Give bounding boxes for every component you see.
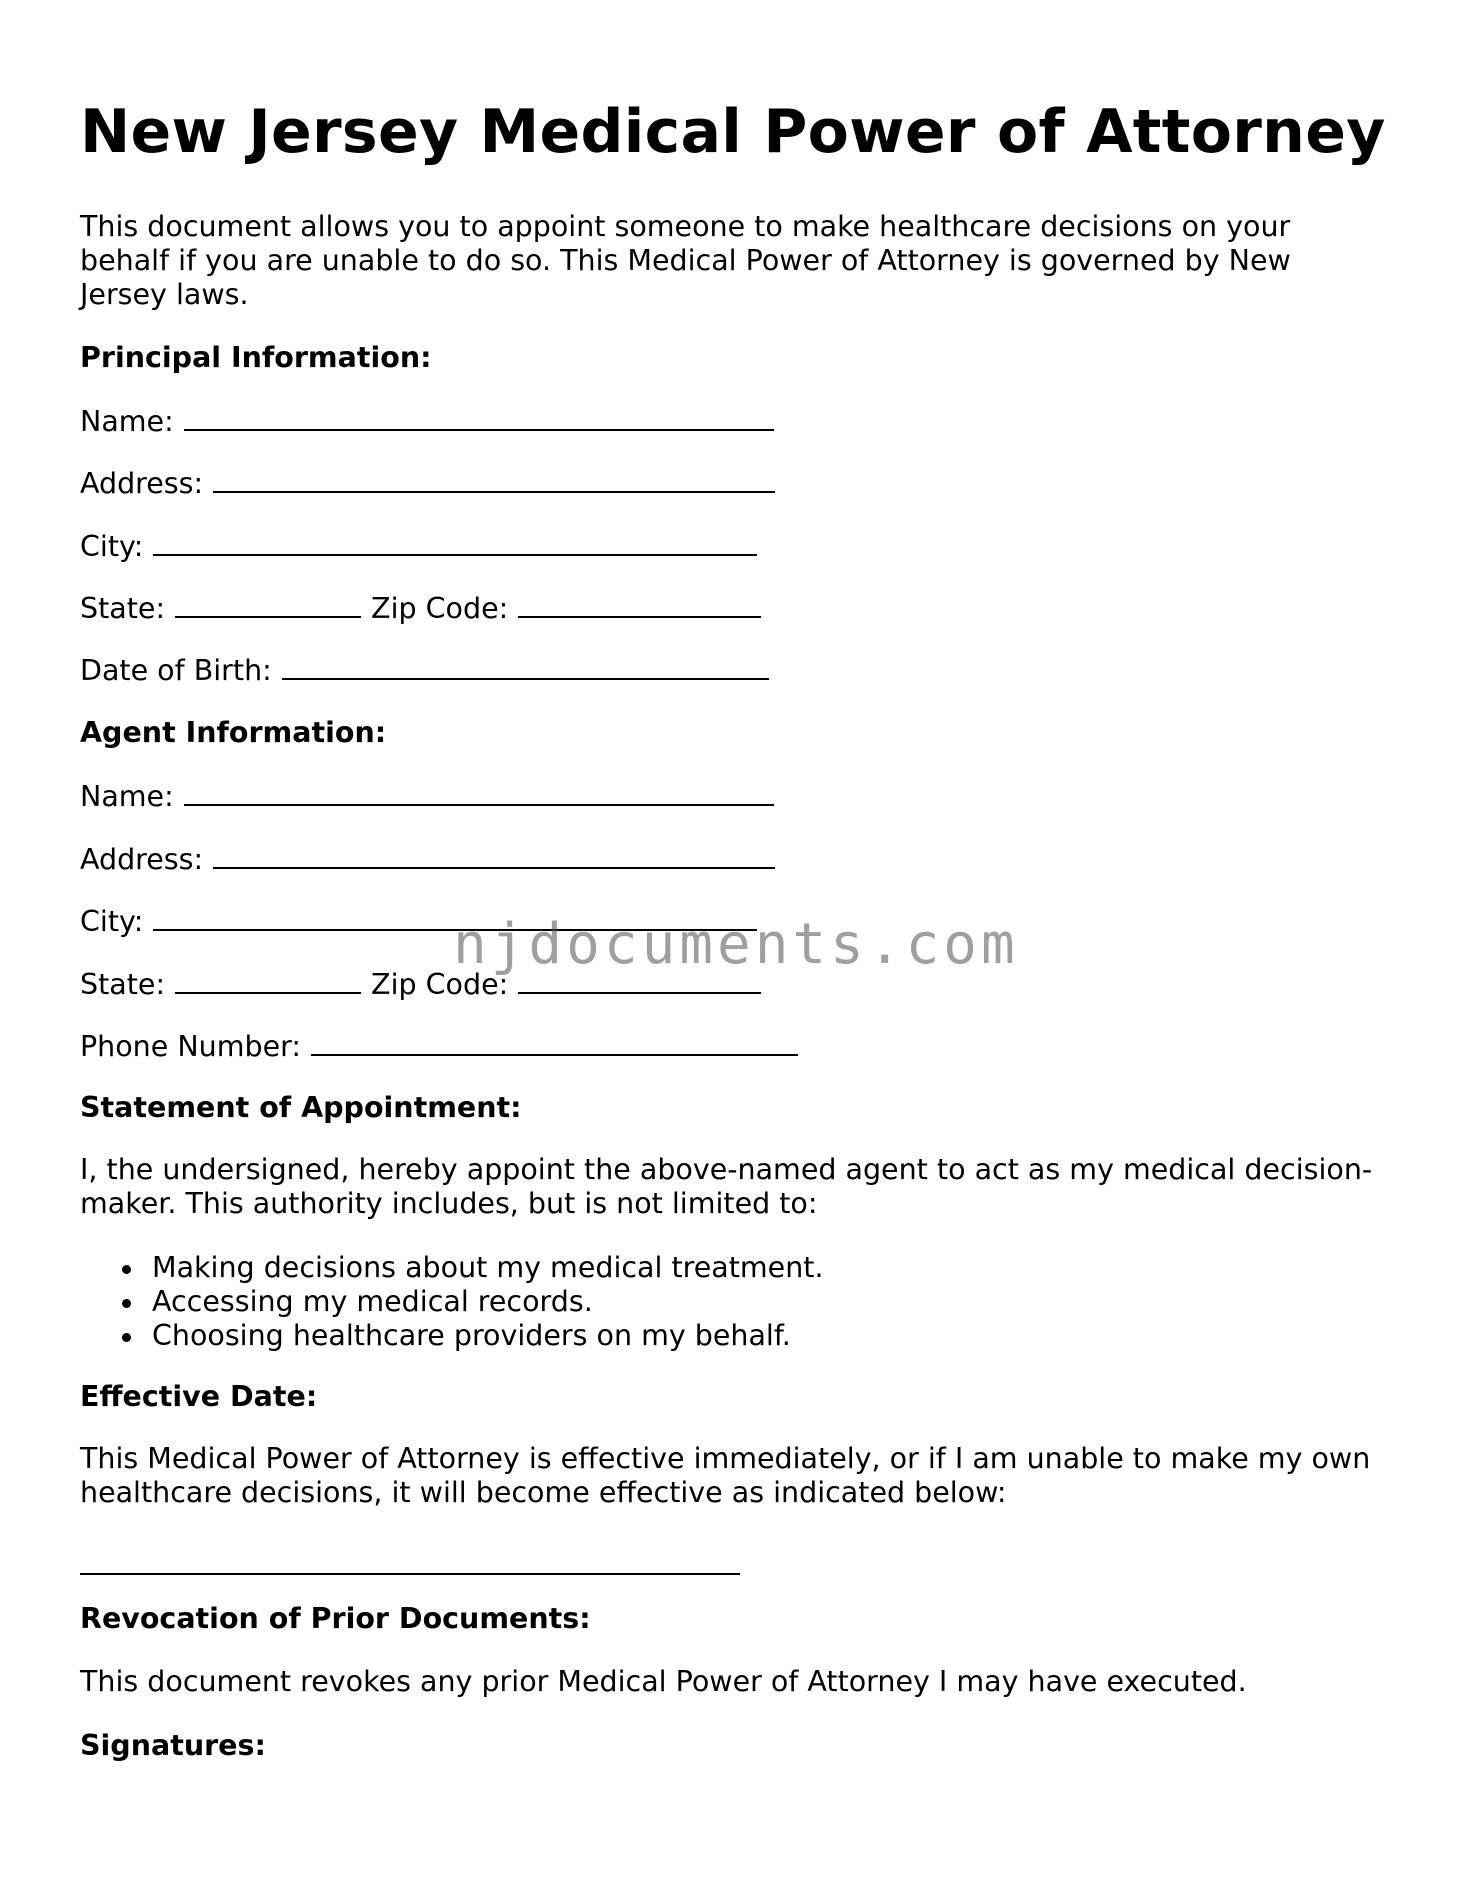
principal-dob-label: Date of Birth: [80, 654, 272, 687]
agent-zip-label: Zip Code: [371, 968, 509, 1001]
effective-heading: Effective Date: [80, 1380, 318, 1413]
site-watermark: njdocuments.com [453, 912, 1019, 977]
agent-phone-label: Phone Number: [80, 1030, 301, 1063]
principal-city-field[interactable] [153, 528, 757, 556]
agent-phone-row [80, 1028, 798, 1064]
principal-city-row [80, 528, 757, 564]
principal-state-zip-row [80, 590, 761, 626]
document-title: New Jersey Medical Power of Attorney [80, 97, 1386, 167]
agent-state-field[interactable] [175, 966, 361, 994]
principal-city-label: City: [80, 530, 144, 563]
agent-name-label: Name: [80, 780, 174, 813]
principal-heading: Principal Information: [80, 341, 432, 374]
agent-address-field[interactable] [213, 841, 775, 869]
principal-name-field[interactable] [184, 403, 774, 431]
principal-address-label: Address: [80, 467, 204, 500]
list-item: Accessing my medical records. [80, 1285, 824, 1319]
principal-zip-field[interactable] [518, 590, 761, 618]
effective-date-field[interactable] [80, 1573, 740, 1575]
principal-dob-field[interactable] [282, 652, 769, 680]
principal-name-row [80, 403, 774, 439]
revocation-heading: Revocation of Prior Documents: [80, 1602, 591, 1635]
agent-heading: Agent Information: [80, 716, 387, 749]
principal-zip-label: Zip Code: [371, 592, 509, 625]
principal-state-label: State: [80, 592, 166, 625]
list-item: Choosing healthcare providers on my behalf. [80, 1319, 824, 1353]
agent-address-label: Address: [80, 843, 204, 876]
agent-phone-field[interactable] [311, 1028, 798, 1056]
principal-address-field[interactable] [213, 465, 775, 493]
agent-address-row [80, 841, 775, 877]
signatures-heading: Signatures: [80, 1729, 266, 1762]
principal-state-field[interactable] [175, 590, 361, 618]
revocation-paragraph: This document revokes any prior Medical Power of Attorney I may have executed. [80, 1665, 1247, 1698]
appointment-paragraph: I, the undersigned, hereby appoint the above-named agent to act as my medical decision-maker. This authority includes, but is not limited to: [80, 1153, 1373, 1220]
agent-state-label: State: [80, 968, 166, 1001]
principal-dob-row [80, 652, 769, 688]
intro-paragraph: This document allows you to appoint someone to make healthcare decisions on your behalf if you are unable to do so. This Medical Power of Attorney is governed by New Jersey laws. [80, 210, 1291, 311]
principal-name-label: Name: [80, 405, 174, 438]
agent-city-label: City: [80, 905, 144, 938]
authority-list [80, 1251, 824, 1353]
effective-paragraph: This Medical Power of Attorney is effective immediately, or if I am unable to make my own healthcare decisions, it will become effective as indicated below: [80, 1442, 1371, 1509]
principal-address-row [80, 465, 775, 501]
list-item: Making decisions about my medical treatment. [80, 1251, 824, 1285]
appointment-heading: Statement of Appointment: [80, 1091, 522, 1124]
agent-name-row [80, 778, 774, 814]
agent-name-field[interactable] [184, 778, 774, 806]
